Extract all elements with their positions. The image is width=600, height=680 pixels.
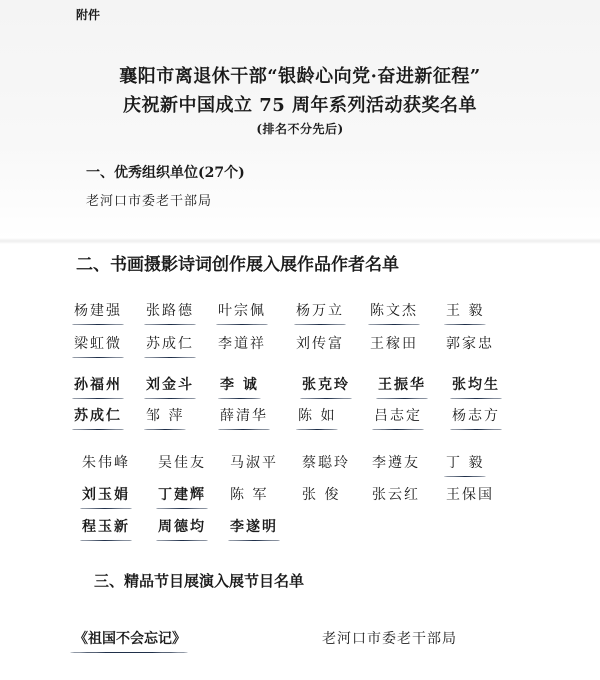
author-name: 薛清华 <box>220 405 268 427</box>
ranking-note: (排名不分先后) <box>256 122 344 136</box>
author-name: 杨万立 <box>296 300 344 322</box>
author-name: 丁建辉 <box>158 484 206 506</box>
annex-label: 附件 <box>76 8 101 22</box>
author-name: 李 诚 <box>220 374 259 396</box>
author-name: 陈 军 <box>230 487 269 503</box>
author-name: 陈文杰 <box>370 300 418 322</box>
program-org: 老河口市委老干部局 <box>322 631 457 647</box>
author-name: 张路德 <box>146 300 194 322</box>
author-name: 王稼田 <box>370 336 418 352</box>
author-name: 程玉新 <box>82 516 130 538</box>
author-name: 杨志方 <box>452 405 500 427</box>
author-name: 孙福州 <box>74 374 122 396</box>
author-name: 张均生 <box>452 374 500 396</box>
section3-heading: 三、精品节目展演入展节目名单 <box>94 572 305 590</box>
author-name: 张云红 <box>372 487 420 503</box>
author-name: 吴佳友 <box>158 455 206 471</box>
author-name: 张克玲 <box>302 374 350 396</box>
author-name: 苏成仁 <box>146 333 194 355</box>
author-name: 张 俊 <box>302 487 341 503</box>
author-name: 梁虹微 <box>74 333 122 355</box>
author-name: 邹 萍 <box>146 405 184 427</box>
author-name: 吕志定 <box>374 405 422 427</box>
author-name: 刘玉娟 <box>82 484 130 506</box>
author-name: 王保国 <box>446 487 494 503</box>
author-name: 丁 毅 <box>446 452 484 474</box>
author-name: 苏成仁 <box>74 405 122 427</box>
page-fold-line <box>0 238 600 244</box>
author-name: 李道祥 <box>218 336 266 352</box>
document-title-line1: 襄阳市离退休干部“银龄心向党·奋进新征程” <box>119 66 481 87</box>
author-name: 朱伟峰 <box>82 455 130 471</box>
author-name: 李遵友 <box>372 455 420 471</box>
section2-heading: 二、书画摄影诗词创作展入展作品作者名单 <box>76 255 399 275</box>
author-name: 周德均 <box>158 516 206 538</box>
author-name: 王振华 <box>378 374 426 396</box>
section1-heading: 一、优秀组织单位(27个) <box>86 165 245 181</box>
document-title-line2: 庆祝新中国成立 75 周年系列活动获奖名单 <box>122 95 478 116</box>
author-name: 蔡聪玲 <box>302 455 350 471</box>
author-name: 李遂明 <box>230 516 278 538</box>
author-name: 王 毅 <box>446 300 484 322</box>
author-name: 刘传富 <box>296 336 344 352</box>
section1-org: 老河口市委老干部局 <box>86 194 213 209</box>
program-title: 《祖国不会忘记》 <box>74 628 186 650</box>
author-name: 叶宗佩 <box>218 300 266 322</box>
author-name: 陈 如 <box>298 405 336 427</box>
author-name: 刘金斗 <box>146 374 194 396</box>
author-name: 郭家忠 <box>446 336 494 352</box>
author-name: 马淑平 <box>230 455 278 471</box>
author-name: 杨建强 <box>74 300 122 322</box>
